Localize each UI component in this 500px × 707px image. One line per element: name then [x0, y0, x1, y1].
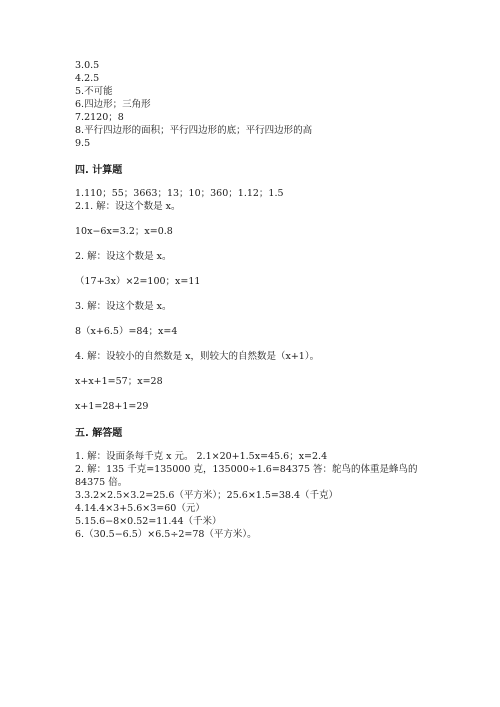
- calc-answer-2-1: 2.1. 解：设这个数是 x。: [75, 201, 181, 212]
- calc-answer-2-1-equation: 10x−6x=3.2；x=0.8: [75, 226, 173, 237]
- solve-answer-4: 4.14.4×3+5.6×3=60（元）: [75, 503, 205, 514]
- calc-answer-1: 1.110；55；3663；13；10；360；1.12；1.5: [75, 188, 284, 199]
- answer-9: 9.5: [75, 138, 91, 149]
- calc-answer-3-equation: 8（x+6.5）=84；x=4: [75, 326, 178, 337]
- calc-answer-4-equation-1: x+x+1=57；x=28: [75, 376, 163, 387]
- solve-answer-2-continued: 84375 倍。: [75, 477, 128, 488]
- calc-answer-2-2-equation: （17+3x）×2=100；x=11: [75, 276, 201, 287]
- answer-7: 7.2120；8: [75, 112, 124, 123]
- solve-answer-5: 5.15.6−8×0.52=11.44（千米）: [75, 516, 222, 527]
- calc-answer-3: 3. 解：设这个数是 x。: [75, 301, 172, 312]
- solve-answer-3: 3.3.2×2.5×3.2=25.6（平方米）；25.6×1.5=38.4（千克）: [75, 490, 339, 501]
- answer-5: 5.不可能: [75, 86, 113, 97]
- solve-answer-1: 1. 解：设面条每千克 x 元。 2.1×20+1.5x=45.6；x=2.4: [75, 451, 328, 462]
- calc-answer-4: 4. 解：设较小的自然数是 x，则较大的自然数是（x+1）。: [75, 351, 320, 362]
- section-heading-solve: 五. 解答题: [75, 428, 123, 439]
- section-heading-calculation: 四. 计算题: [75, 165, 123, 176]
- solve-answer-6: 6.（30.5−6.5）×6.5÷2=78（平方米）。: [75, 529, 257, 540]
- answer-3: 3.0.5: [75, 60, 100, 71]
- answer-8: 8.平行四边形的面积；平行四边形的底；平行四边形的高: [75, 125, 313, 136]
- calc-answer-2-2: 2. 解：设这个数是 x。: [75, 251, 172, 262]
- solve-answer-2: 2. 解：135 千克=135000 克，135000÷1.6=84375 答：鸵鸟的体重是蜂鸟的: [75, 464, 418, 475]
- calc-answer-4-equation-2: x+1=28+1=29: [75, 401, 149, 412]
- answer-6: 6.四边形；三角形: [75, 99, 151, 110]
- answer-4: 4.2.5: [75, 73, 100, 84]
